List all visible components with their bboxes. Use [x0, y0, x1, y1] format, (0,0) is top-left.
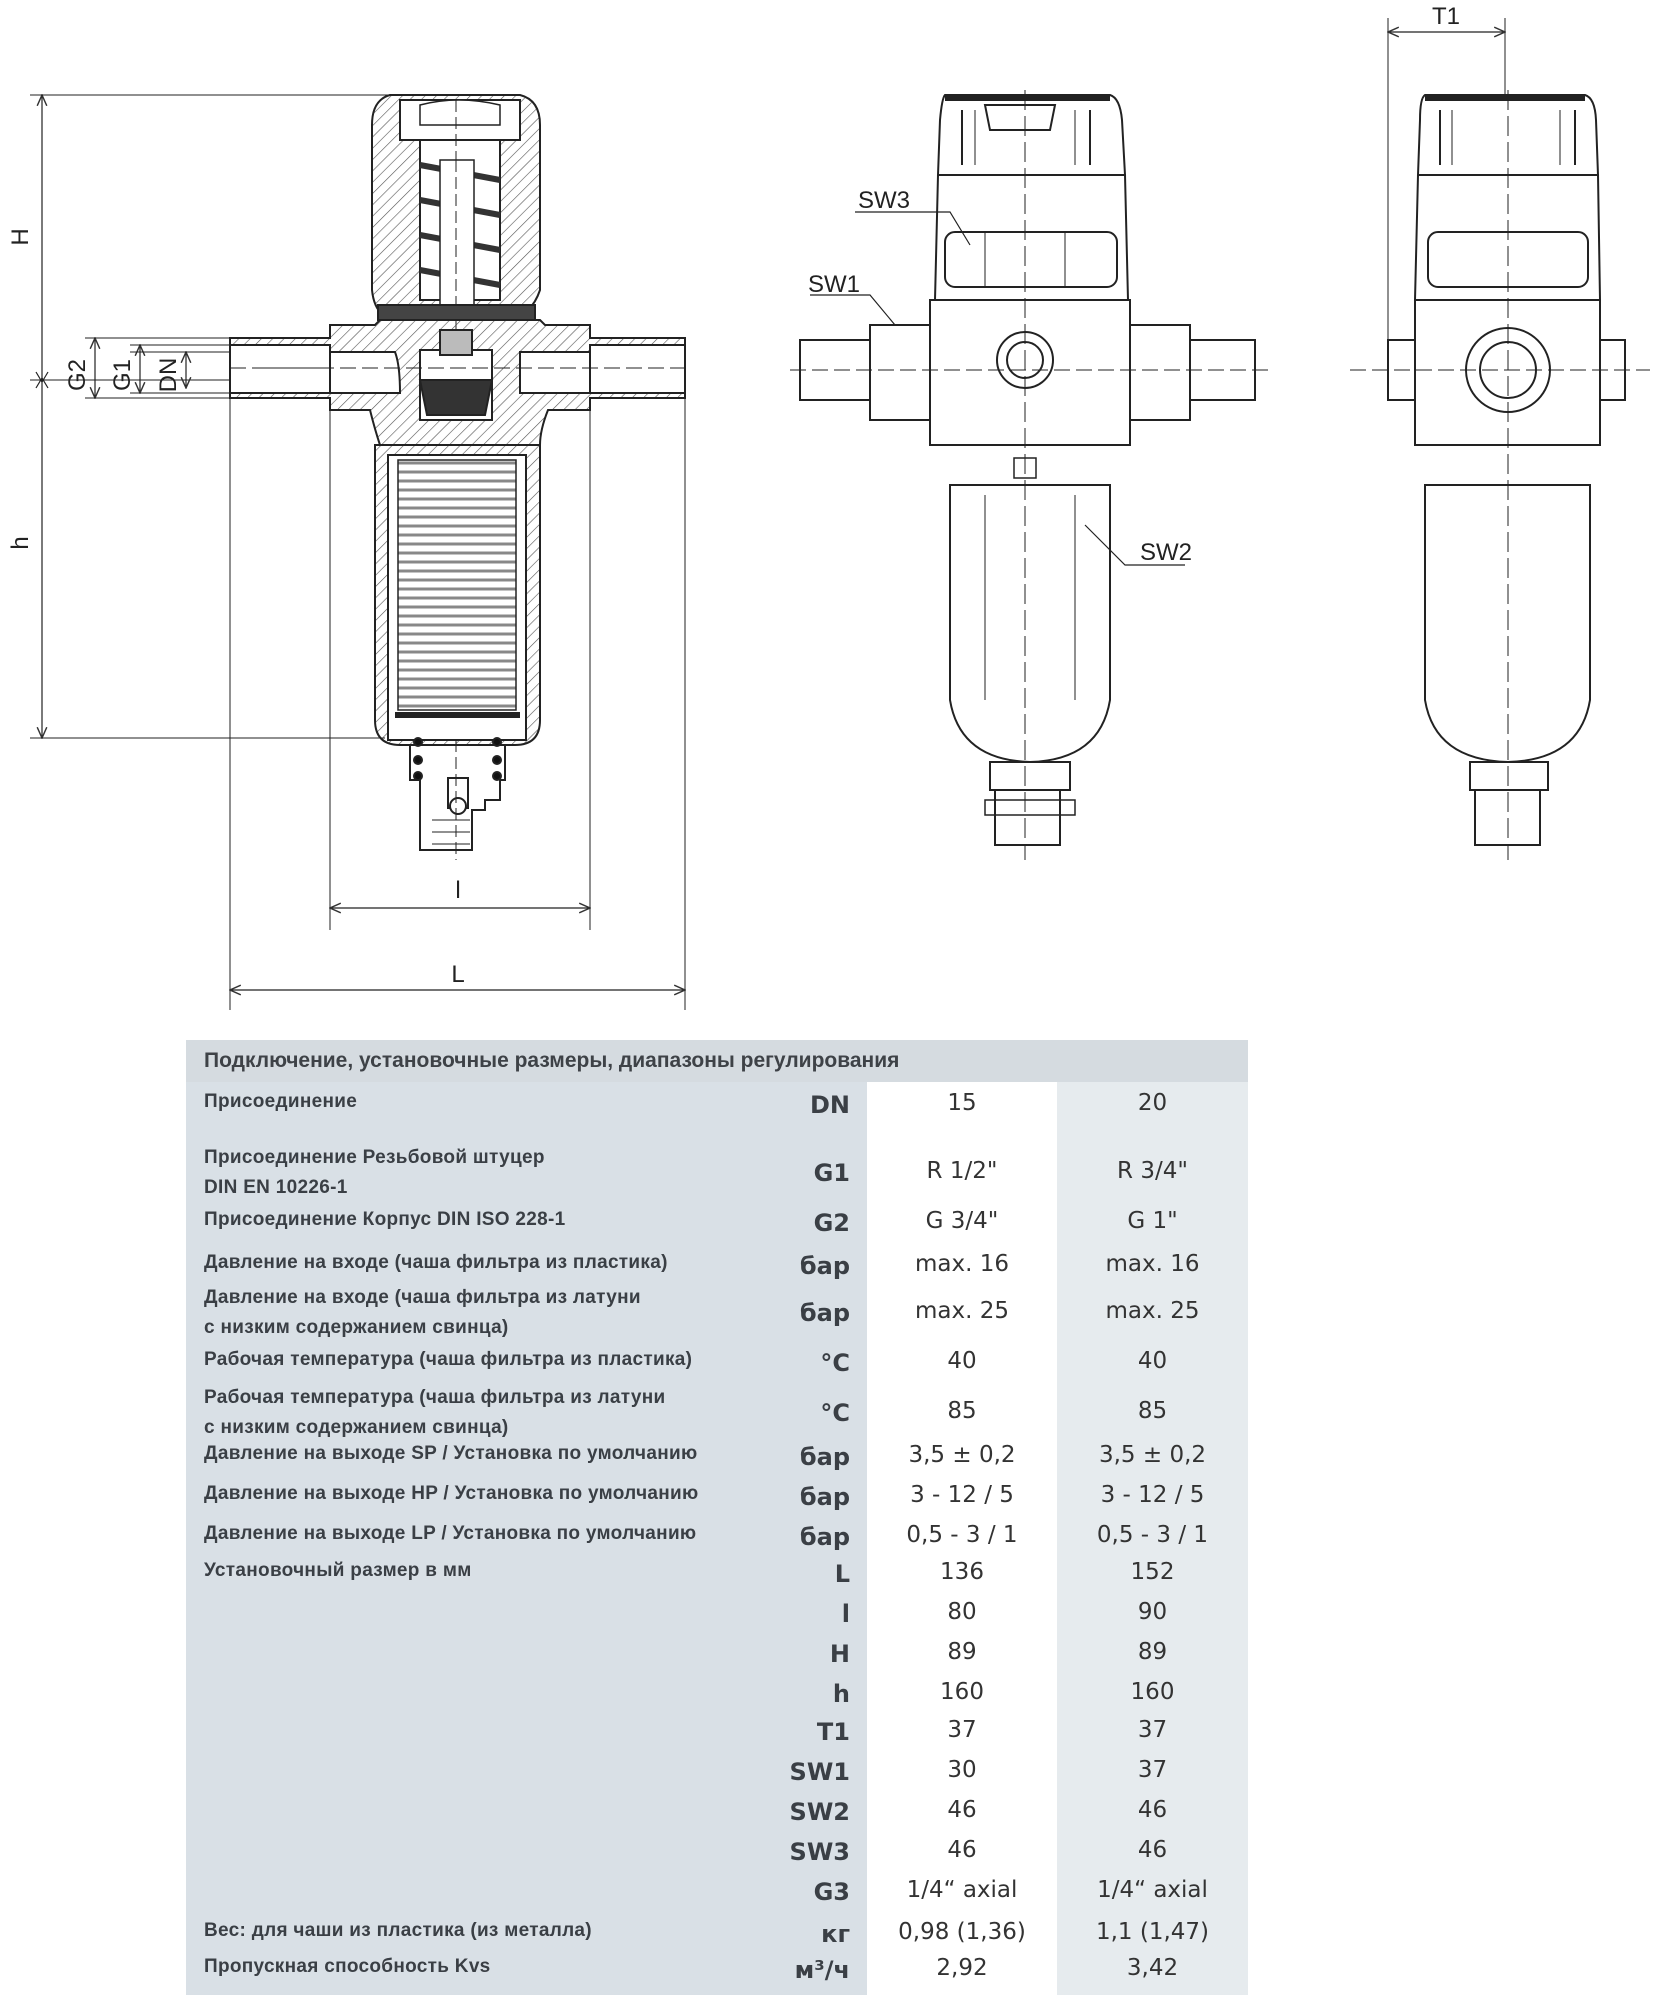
row-unit: G3: [813, 1878, 850, 1906]
row-value-dn15: 37: [947, 1717, 977, 1743]
row-unit: DN: [809, 1091, 850, 1119]
row-value-dn15: 40: [947, 1348, 977, 1374]
row-value-dn20: 160: [1130, 1679, 1175, 1705]
table-row: [186, 1285, 1248, 1341]
row-value-dn15: 46: [947, 1797, 977, 1823]
dim-label-L: L: [451, 961, 465, 988]
row-unit: l: [841, 1600, 850, 1628]
row-value-dn15: 0,5 - 3 / 1: [906, 1522, 1018, 1548]
row-value-dn15: max. 16: [915, 1251, 1009, 1277]
row-label: Давление на выходе HP / Установка по умолчанию: [204, 1483, 699, 1504]
table-row: [186, 1674, 1248, 1714]
row-value-dn20: 20: [1137, 1090, 1168, 1116]
row-value-dn20: R 3/4": [1117, 1158, 1188, 1184]
table-title: Подключение, установочные размеры, диапазоны регулирования: [186, 1040, 1248, 1082]
row-value-dn15: 3 - 12 / 5: [910, 1482, 1014, 1508]
row-value-dn15: 80: [947, 1599, 977, 1625]
row-value-dn15: 3,5 ± 0,2: [908, 1442, 1016, 1468]
row-value-dn15: 160: [940, 1679, 984, 1705]
row-value-dn20: G 1": [1127, 1208, 1178, 1234]
row-value-dn20: 85: [1137, 1398, 1168, 1424]
table-row: [186, 1594, 1248, 1634]
row-value-dn20: 1,1 (1,47): [1095, 1919, 1210, 1945]
row-value-dn15: 2,92: [936, 1955, 988, 1981]
row-value-dn15: 0,98 (1,36): [898, 1919, 1026, 1945]
row-value-dn15: 1/4“ axial: [906, 1877, 1018, 1903]
row-value-dn20: 40: [1137, 1348, 1168, 1374]
row-unit: бар: [799, 1483, 850, 1511]
row-value-dn20: 3,42: [1126, 1955, 1179, 1981]
row-unit: G2: [813, 1209, 850, 1237]
row-label: Рабочая температура (чаша фильтра из латуни с низким содержанием свинца): [204, 1387, 666, 1438]
table-row: [186, 1634, 1248, 1674]
row-label: Присоединение: [204, 1091, 358, 1112]
row-value-dn20: 1/4“ axial: [1097, 1877, 1208, 1903]
row-unit: T1: [816, 1718, 850, 1746]
table-row: [186, 1343, 1248, 1383]
row-unit: бар: [799, 1299, 850, 1327]
row-unit: SW2: [789, 1798, 850, 1826]
dim-label-H: H: [7, 228, 34, 246]
table-row: [186, 1554, 1248, 1594]
row-value-dn20: 46: [1137, 1797, 1168, 1823]
row-value-dn20: 3 - 12 / 5: [1100, 1482, 1205, 1508]
row-value-dn15: 136: [940, 1559, 984, 1585]
row-value-dn15: 89: [947, 1639, 977, 1665]
row-label: Вес: для чаши из пластика (из металла): [204, 1920, 592, 1941]
table-row: [186, 1872, 1248, 1912]
row-value-dn15: 85: [947, 1398, 977, 1424]
row-value-dn15: G 3/4": [925, 1208, 999, 1234]
row-label: Рабочая температура (чаша фильтра из пластика): [204, 1349, 693, 1370]
row-label: Установочный размер в мм: [204, 1560, 472, 1581]
row-label: Присоединение Корпус DIN ISO 228-1: [204, 1209, 566, 1230]
dim-label-G1: G1: [109, 358, 136, 392]
row-value-dn20: 152: [1130, 1559, 1175, 1585]
row-label: Присоединение Резьбовой штуцер DIN EN 10226-1: [204, 1147, 545, 1198]
dim-label-T1: T1: [1431, 3, 1461, 30]
row-value-dn20: 0,5 - 3 / 1: [1096, 1522, 1209, 1548]
row-value-dn20: 89: [1137, 1639, 1168, 1665]
table-row: [186, 1437, 1248, 1477]
row-value-dn15: R 1/2": [926, 1158, 998, 1184]
row-value-dn15: max. 25: [915, 1298, 1009, 1324]
spec-table: [186, 1040, 1248, 1995]
row-value-dn20: 3,5 ± 0,2: [1098, 1442, 1207, 1468]
table-row: [186, 1832, 1248, 1872]
row-unit: h: [832, 1680, 850, 1708]
table-row: [186, 1145, 1248, 1201]
row-label: Давление на выходе LP / Установка по умолчанию: [204, 1523, 697, 1544]
row-value-dn20: max. 16: [1105, 1251, 1200, 1277]
section-view: [30, 95, 685, 1010]
row-value-dn20: 37: [1137, 1757, 1168, 1783]
row-unit: H: [829, 1640, 850, 1668]
dim-label-DN: DN: [155, 357, 182, 393]
row-label: Давление на выходе SP / Установка по умолчанию: [204, 1443, 698, 1464]
row-value-dn20: max. 25: [1105, 1298, 1200, 1324]
row-unit: °C: [820, 1349, 850, 1377]
row-unit: °C: [820, 1399, 850, 1427]
table-row: [186, 1712, 1248, 1752]
row-unit: SW1: [789, 1758, 850, 1786]
row-value-dn15: 15: [947, 1090, 977, 1116]
row-unit: SW3: [789, 1838, 850, 1866]
row-unit: бар: [799, 1443, 850, 1471]
row-value-dn20: 37: [1137, 1717, 1168, 1743]
row-unit: кг: [821, 1920, 850, 1948]
row-unit: м³/ч: [794, 1956, 850, 1984]
dim-label-h: h: [7, 536, 34, 550]
row-unit: L: [834, 1560, 850, 1588]
part-label-SW3: SW3: [858, 187, 911, 214]
row-unit: бар: [799, 1252, 850, 1280]
table-row: [186, 1385, 1248, 1441]
table-row: [186, 1246, 1248, 1286]
row-value-dn15: 46: [947, 1837, 977, 1863]
row-unit: бар: [799, 1523, 850, 1551]
table-row: [186, 1517, 1248, 1557]
table-row: [186, 1203, 1248, 1243]
row-value-dn20: 90: [1137, 1599, 1168, 1625]
row-label: Пропускная способность Kvs: [204, 1956, 491, 1977]
table-row: [186, 1752, 1248, 1792]
table-row: [186, 1950, 1248, 1990]
row-value-dn15: 30: [947, 1757, 977, 1783]
side-view: [1350, 18, 1650, 860]
part-label-SW1: SW1: [808, 271, 861, 298]
table-row: [186, 1085, 1248, 1125]
dim-label-G2: G2: [64, 358, 91, 392]
row-label: Давление на входе (чаша фильтра из пластика): [204, 1252, 668, 1273]
row-unit: G1: [813, 1159, 850, 1187]
table-row: [186, 1914, 1248, 1954]
part-label-SW2: SW2: [1140, 539, 1193, 566]
dim-label-l: l: [455, 877, 461, 904]
row-value-dn20: 46: [1137, 1837, 1168, 1863]
table-row: [186, 1477, 1248, 1517]
table-row: [186, 1792, 1248, 1832]
row-label: Давление на входе (чаша фильтра из латуни с низким содержанием свинца): [204, 1287, 641, 1338]
